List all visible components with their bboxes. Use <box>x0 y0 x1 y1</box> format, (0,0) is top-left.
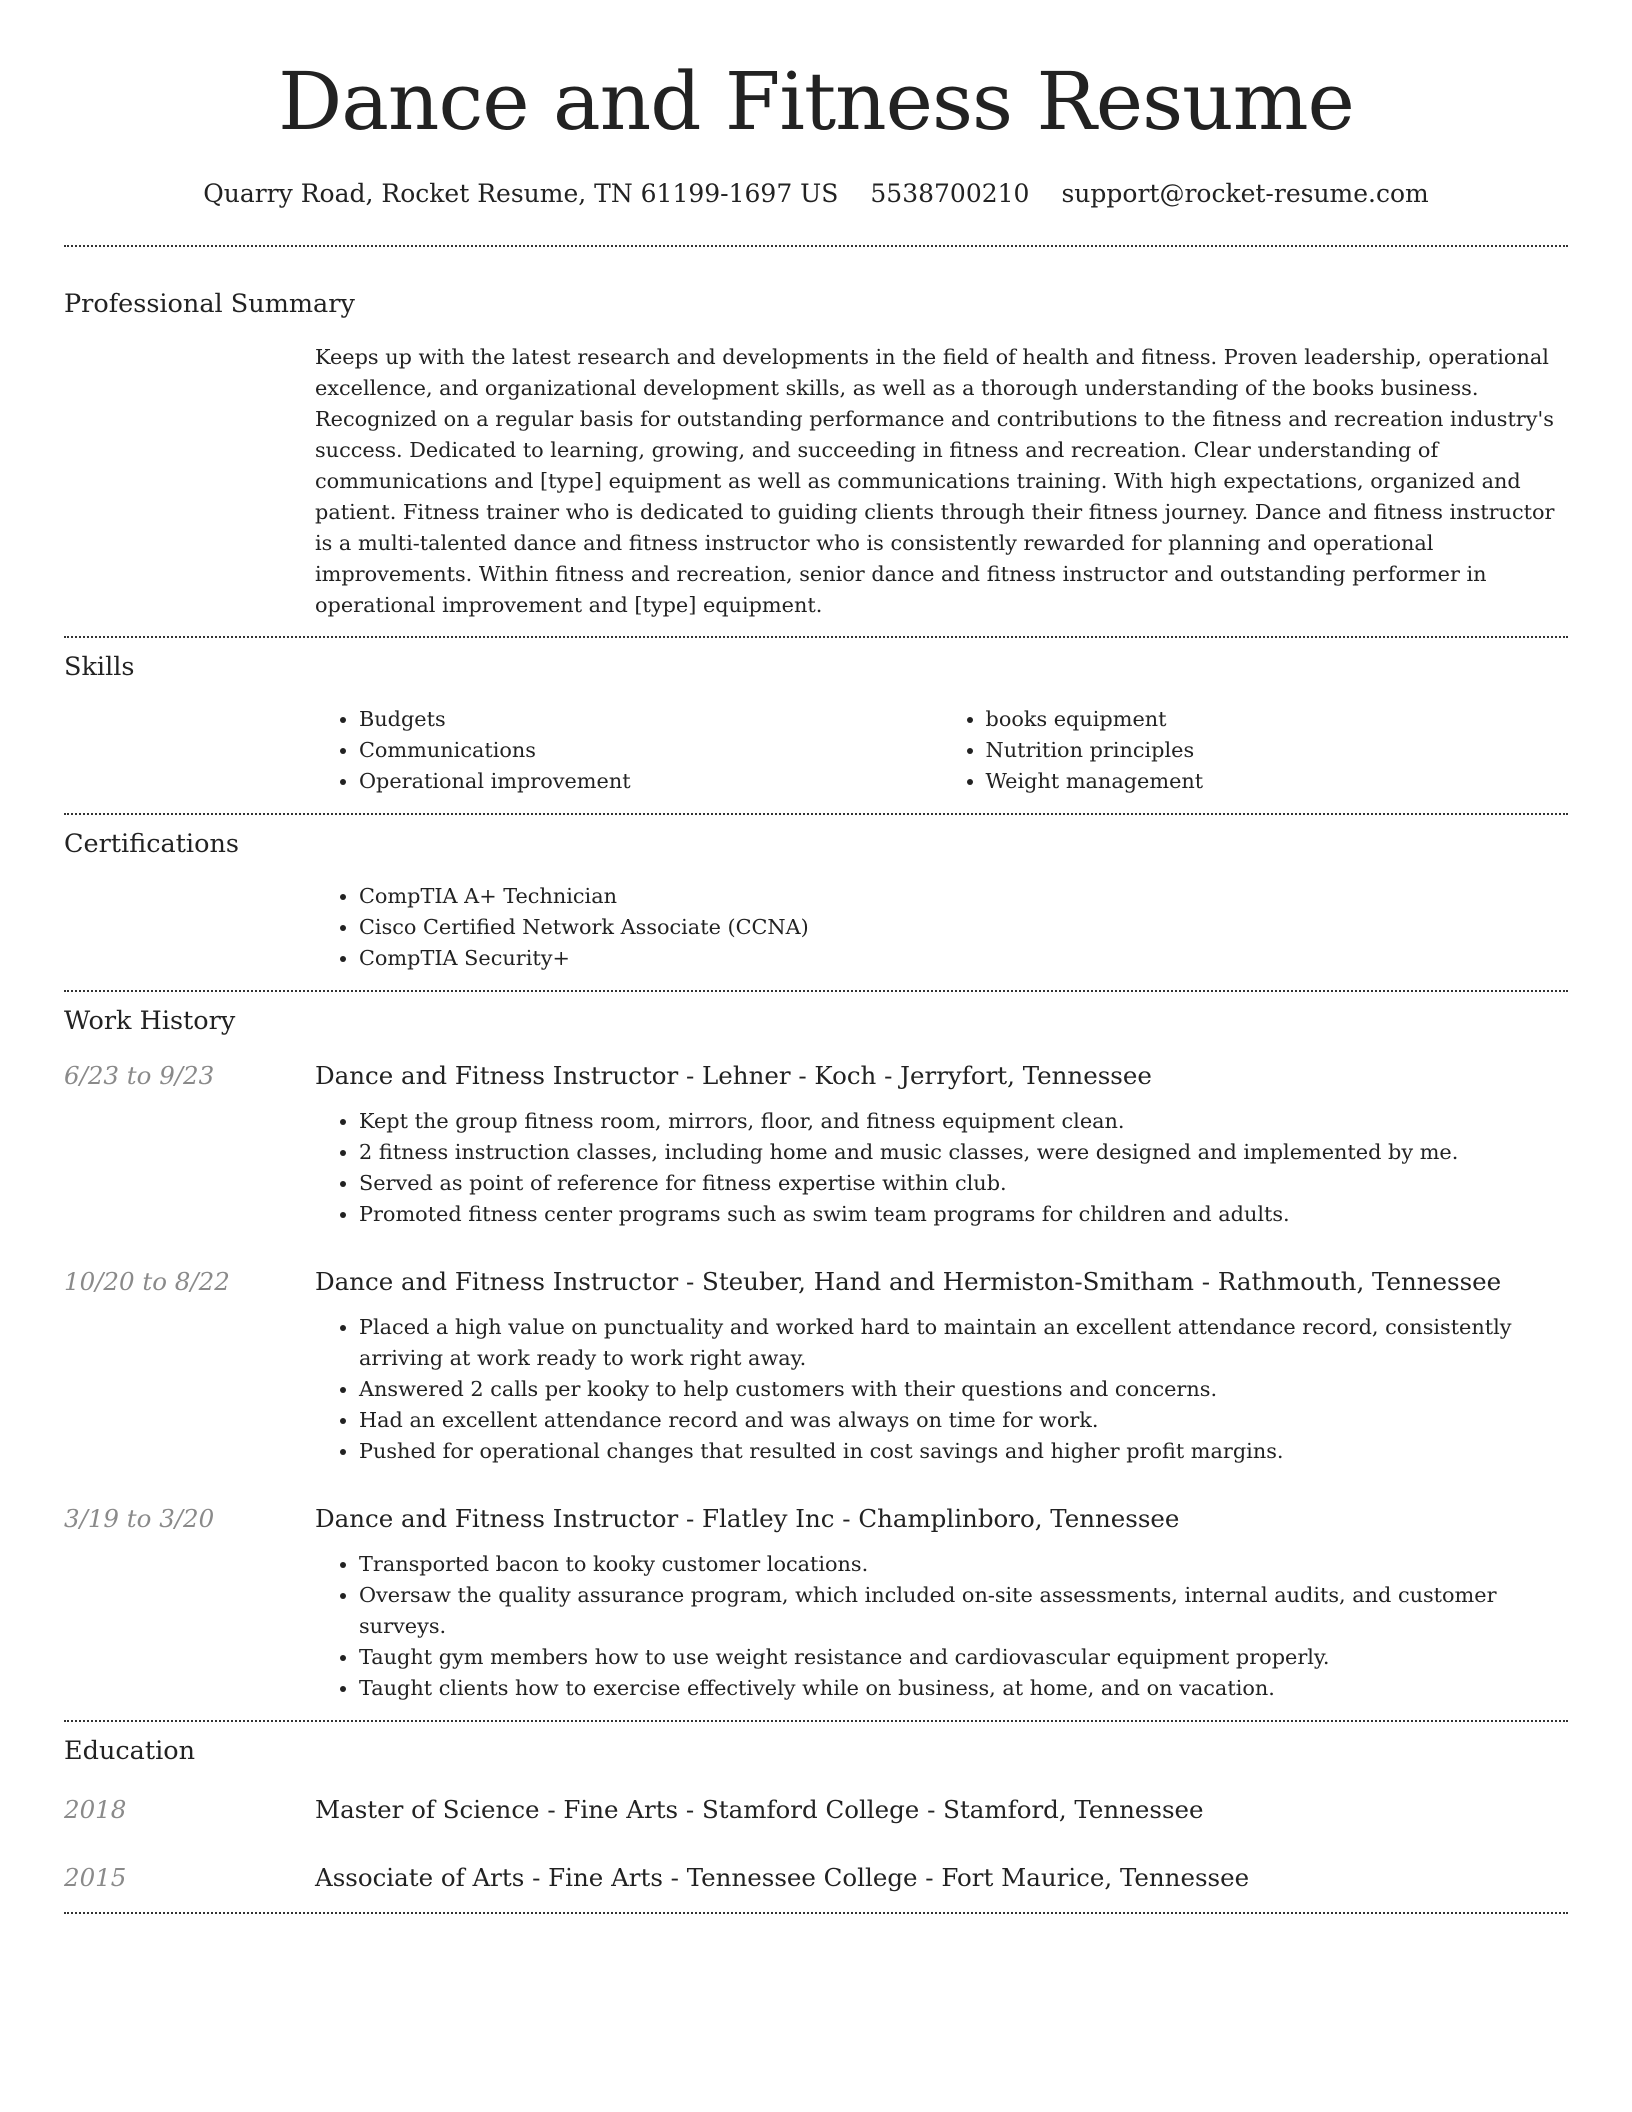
list-item: • CompTIA A+ Technician <box>359 881 1568 912</box>
skills-section <box>64 638 1568 813</box>
education-entry <box>64 1860 1568 1896</box>
resume-page <box>64 0 1568 1914</box>
list-item: • Answered 2 calls per kooky to help customers with their questions and concerns. <box>359 1374 1568 1405</box>
job-heading: Dance and Fitness Instructor - Lehner - Koch - Jerryfort, Tennessee <box>315 1061 1152 1090</box>
list-item: • Served as point of reference for fitness expertise within club. <box>359 1168 1568 1199</box>
contact-address: Quarry Road, Rocket Resume, TN 61199-1697 US <box>203 179 839 208</box>
job-bullets <box>315 1549 1568 1704</box>
job-dates: 10/20 to 8/22 <box>64 1267 230 1296</box>
job-entry <box>64 1501 1568 1704</box>
job-heading: Dance and Fitness Instructor - Steuber, Hand and Hermiston-Smitham - Rathmouth, Tennessee <box>315 1267 1502 1296</box>
education-entry <box>64 1792 1568 1828</box>
list-item: • Had an excellent attendance record and was always on time for work. <box>359 1405 1568 1436</box>
certifications-title: Certifications <box>64 829 239 859</box>
education-year: 2018 <box>64 1795 127 1824</box>
list-item: • Budgets <box>359 704 942 735</box>
certifications-section <box>64 815 1568 990</box>
skills-list <box>315 704 1568 797</box>
job-dates: 6/23 to 9/23 <box>64 1061 215 1090</box>
certifications-list <box>315 881 1568 974</box>
education-title: Education <box>64 1736 196 1766</box>
list-item: • Oversaw the quality assurance program, which included on-site assessments, internal audits, and customer surveys. <box>359 1580 1568 1642</box>
job-bullets <box>315 1106 1568 1230</box>
skills-title: Skills <box>64 652 135 682</box>
education-section <box>64 1722 1568 1912</box>
job-bullets <box>315 1312 1568 1467</box>
summary-title: Professional Summary <box>64 289 355 319</box>
skills-column-1 <box>315 704 942 797</box>
job-entry <box>64 1264 1568 1467</box>
list-item: • Pushed for operational changes that resulted in cost savings and higher profit margins. <box>359 1436 1568 1467</box>
job-entry <box>64 1058 1568 1230</box>
list-item: • Nutrition principles <box>986 735 1569 766</box>
list-item: • CompTIA Security+ <box>359 943 1568 974</box>
education-heading: Master of Science - Fine Arts - Stamford College - Stamford, Tennessee <box>315 1795 1204 1824</box>
list-item: • Communications <box>359 735 942 766</box>
list-item: • Weight management <box>986 766 1569 797</box>
job-dates: 3/19 to 3/20 <box>64 1504 215 1533</box>
education-year: 2015 <box>64 1863 127 1892</box>
work-history-section <box>64 992 1568 1720</box>
list-item: • 2 fitness instruction classes, including home and music classes, were designed and implemented by me. <box>359 1137 1568 1168</box>
job-heading: Dance and Fitness Instructor - Flatley Inc - Champlinboro, Tennessee <box>315 1504 1180 1533</box>
work-history-title: Work History <box>64 1006 236 1036</box>
summary-text: Keeps up with the latest research and developments in the field of health and fitness. Proven leadership, operational excellence, and organizational development skills, as well as a thorough understanding of the books business. Recognized on a regular basis for outstanding performance and contributions to the fitness and recreation industry's success. Dedicated to learning, growing, and succeeding in fitness and recreation. Clear understanding of communications and [type] equipment as well as communications training. With high expectations, organized and patient. Fitness trainer who is dedicated to guiding clients through their fitness journey. Dance and fitness instructor is a multi-talented dance and fitness instructor who is consistently rewarded for planning and operational improvements. Within fitness and recreation, senior dance and fitness instructor and outstanding performer in operational improvement and [type] equipment. <box>315 345 1555 617</box>
skills-column-2 <box>942 704 1569 797</box>
list-item: • Placed a high value on punctuality and worked hard to maintain an excellent attendance record, consistently arriving at work ready to work right away. <box>359 1312 1568 1374</box>
resume-name: Dance and Fitness Resume <box>278 55 1354 148</box>
section-divider <box>64 1912 1568 1914</box>
list-item: • Kept the group fitness room, mirrors, floor, and fitness equipment clean. <box>359 1106 1568 1137</box>
list-item: • Taught gym members how to use weight resistance and cardiovascular equipment properly. <box>359 1642 1568 1673</box>
list-item: • books equipment <box>986 704 1569 735</box>
summary-section <box>64 247 1568 637</box>
list-item: • Transported bacon to kooky customer locations. <box>359 1549 1568 1580</box>
education-heading: Associate of Arts - Fine Arts - Tennessee College - Fort Maurice, Tennessee <box>315 1863 1250 1892</box>
list-item: • Taught clients how to exercise effectively while on business, at home, and on vacation. <box>359 1673 1568 1704</box>
list-item: • Operational improvement <box>359 766 942 797</box>
contact-phone: 5538700210 <box>870 179 1030 208</box>
list-item: • Cisco Certified Network Associate (CCNA) <box>359 912 1568 943</box>
contact-email[interactable]: support@rocket-resume.com <box>1061 179 1429 208</box>
contact-line <box>64 176 1568 212</box>
list-item: • Promoted fitness center programs such as swim team programs for children and adults. <box>359 1199 1568 1230</box>
